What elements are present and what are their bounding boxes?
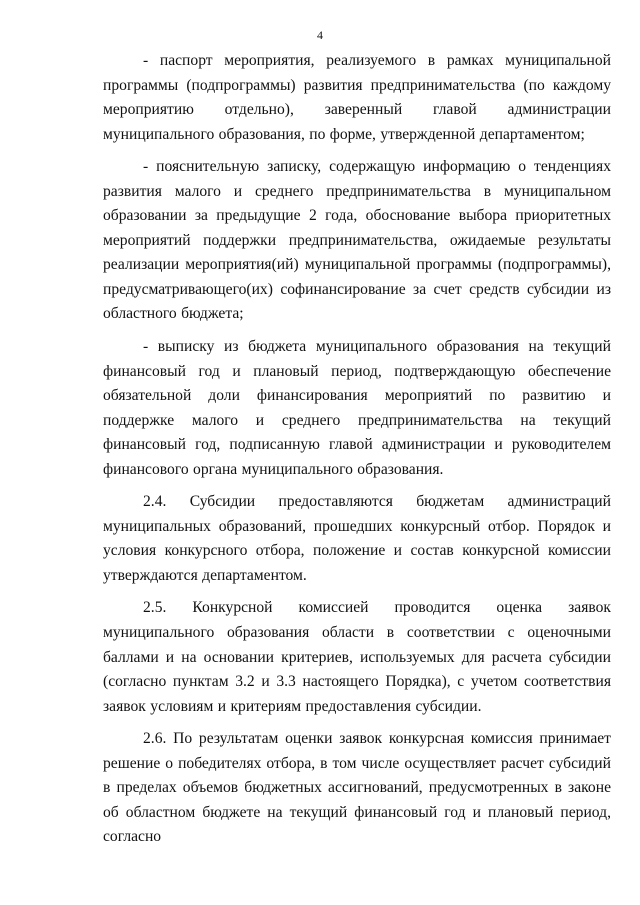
paragraph-explanatory-note: - пояснительную записку, содержащую информацию о тенденциях развития малого и среднего предпринимательства в муниципальном образовании за предыдущие 2 года, обоснование выбора приоритетных мероприятий поддержки предпринимательства, ожидаемые результаты реализации мероприятия(ий) муниципальной программы (подпрограммы), предусматривающего(их) софинансирование за счет средств субсидии из областного бюджета;: [103, 158, 611, 323]
paragraph-budget-extract: - выписку из бюджета муниципального образования на текущий финансовый год и плановый период, подтверждающую обеспечение обязательной доли финансирования мероприятий по развитию и поддержке малого и среднего предпринимательства на текущий финансовый год, подписанную главой администрации и руководителем финансового органа муниципального образования.: [103, 338, 611, 478]
paragraph-2-4: 2.4. Субсидии предоставляются бюджетам администраций муниципальных образований, прошедших конкурсный отбор. Порядок и условия конкурсного отбора, положение и состав конкурсной комиссии утверждаются департаментом.: [103, 493, 611, 584]
page-number: 4: [317, 28, 323, 42]
document-body: [103, 49, 611, 850]
paragraph-passport: - паспорт мероприятия, реализуемого в рамках муниципальной программы (подпрограммы) развития предпринимательства (по каждому мероприятию отдельно), заверенный главой администрации муниципального образования, по форме, утвержденной департаментом;: [103, 52, 611, 143]
paragraph-2-5: 2.5. Конкурсной комиссией проводится оценка заявок муниципального образования области в соответствии с оценочными баллами и на основании критериев, используемых для расчета субсидии (согласно пунктам 3.2 и 3.3 настоящего Порядка), с учетом соответствия заявок условиям и критериям предоставления субсидии.: [103, 599, 611, 715]
paragraph-2-6: 2.6. По результатам оценки заявок конкурсная комиссия принимает решение о победителях отбора, в том числе осуществляет расчет субсидий в пределах объемов бюджетных ассигнований, предусмотренных в законе об областном бюджете на текущий финансовый год и плановый период, согласно: [103, 730, 611, 846]
